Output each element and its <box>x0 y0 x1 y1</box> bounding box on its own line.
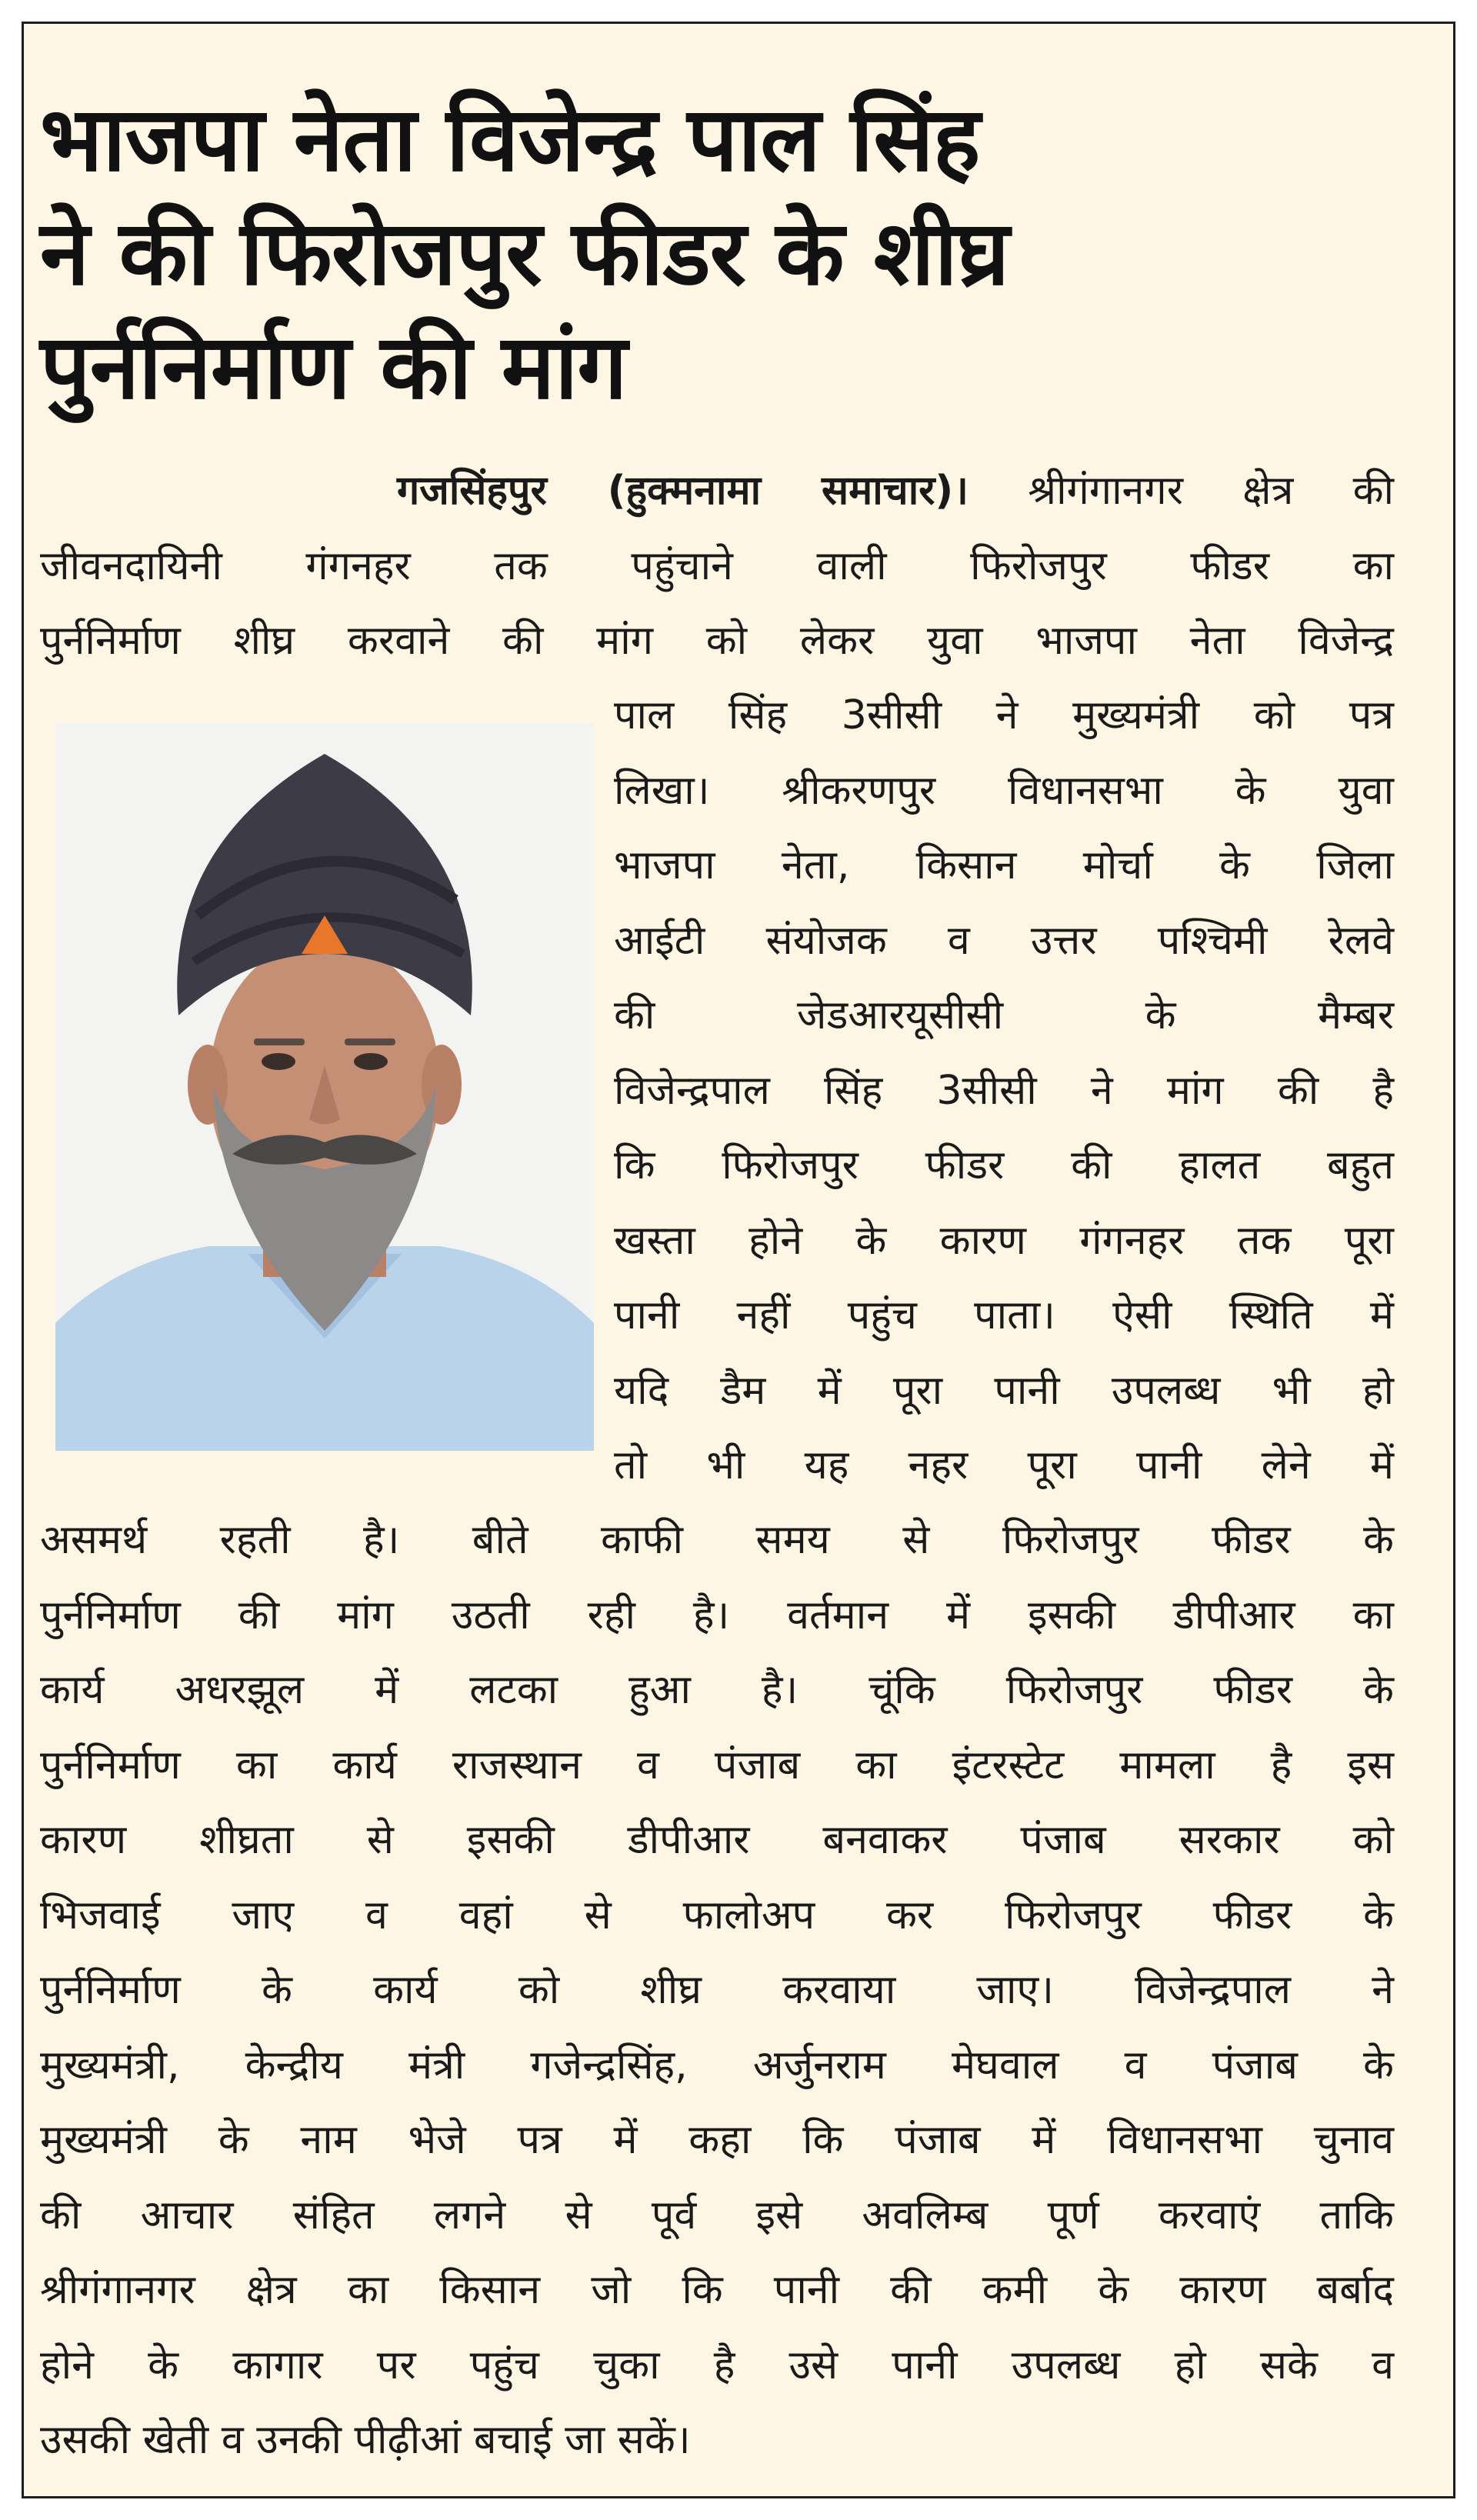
headline-line: पुर्ननिर्माण की मांग <box>40 315 627 419</box>
portrait-photo <box>55 723 594 1451</box>
article-body-bottom <box>40 1503 1394 2478</box>
body-line: पुर्ननिर्माण के कार्य को शीघ्र करवाया जाए। विजेन्द्रपाल ने <box>40 1967 1394 2013</box>
headline-line: भाजपा नेता विजेन्द्र पाल सिंह <box>40 88 980 192</box>
body-line: पानी नहीं पहुंच पाता। ऐसी स्थिति में <box>614 1292 1394 1338</box>
body-line: मुख्यमंत्री के नाम भेजे पत्र में कहा कि पंजाब में विधानसभा चुनाव <box>40 2117 1394 2163</box>
article-body-side <box>614 678 1394 1504</box>
body-line <box>40 454 1394 529</box>
dateline: गजसिंहपुर (हुक्मनामा समाचार)। <box>396 468 969 514</box>
body-line: कारण शीघ्रता से इसकी डीपीआर बनवाकर पंजाब सरकार को <box>40 1817 1394 1863</box>
body-line: जीवनदायिनी गंगनहर तक पहुंचाने वाली फिरोजपुर फीडर का <box>40 542 1394 589</box>
body-line: यदि डैम में पूरा पानी उपलब्ध भी हो <box>614 1367 1394 1414</box>
body-line: की जेडआरयूसीसी के मैम्बर <box>614 992 1394 1038</box>
body-text: श्रीगंगानगर क्षेत्र की <box>1028 468 1394 514</box>
body-line: भाजपा नेता, किसान मोर्चा के जिला <box>614 842 1394 888</box>
body-line: श्रीगंगानगर क्षेत्र का किसान जो कि पानी की कमी के कारण बर्बाद <box>40 2267 1394 2313</box>
body-line: विजेन्द्रपाल सिंह 3सीसी ने मांग की है <box>614 1067 1394 1114</box>
body-line: भिजवाई जाए व वहां से फालोअप कर फिरोजपुर फीडर के <box>40 1892 1394 1938</box>
body-line: उसकी खेती व उनकी पीढ़ीआं बचाई जा सकें। <box>40 2417 691 2463</box>
article-body-top <box>40 454 1394 679</box>
portrait-illustration <box>55 723 594 1451</box>
body-line: खस्ता होने के कारण गंगनहर तक पूरा <box>614 1217 1394 1264</box>
body-line: कि फिरोजपुर फीडर की हालत बहुत <box>614 1142 1394 1188</box>
body-line: मुख्यमंत्री, केन्द्रीय मंत्री गजेन्द्रसिंह, अर्जुनराम मेघवाल व पंजाब के <box>40 2042 1394 2088</box>
body-line: की आचार संहित लगने से पूर्व इसे अवलिम्ब पूर्ण करवाएं ताकि <box>40 2192 1394 2238</box>
body-line: होने के कागार पर पहुंच चुका है उसे पानी उपलब्ध हो सके व <box>40 2342 1394 2388</box>
body-line: लिखा। श्रीकरणपुर विधानसभा के युवा <box>614 767 1394 814</box>
body-line: आईटी संयोजक व उत्तर पश्चिमी रेलवे <box>614 917 1394 964</box>
article-headline <box>40 83 1409 425</box>
body-line: तो भी यह नहर पूरा पानी लेने में <box>614 1442 1394 1488</box>
body-line: पाल सिंह 3सीसी ने मुख्यमंत्री को पत्र <box>614 692 1394 738</box>
body-line: पुर्ननिर्माण का कार्य राजस्थान व पंजाब का इंटरस्टेट मामला है इस <box>40 1742 1394 1788</box>
body-line: कार्य अधरझूल में लटका हुआ है। चूंकि फिरोजपुर फीडर के <box>40 1667 1394 1713</box>
body-line: पुर्ननिर्माण की मांग उठती रही है। वर्तमान में इसकी डीपीआर का <box>40 1592 1394 1638</box>
body-line: पुर्ननिर्माण शीघ्र करवाने की मांग को लेकर युवा भाजपा नेता विजेन्द्र <box>40 618 1394 664</box>
headline-line: ने की फिरोजपुर फीडर के शीघ्र <box>40 202 1009 305</box>
body-line: असमर्थ रहती है। बीते काफी समय से फिरोजपुर फीडर के <box>40 1517 1394 1563</box>
